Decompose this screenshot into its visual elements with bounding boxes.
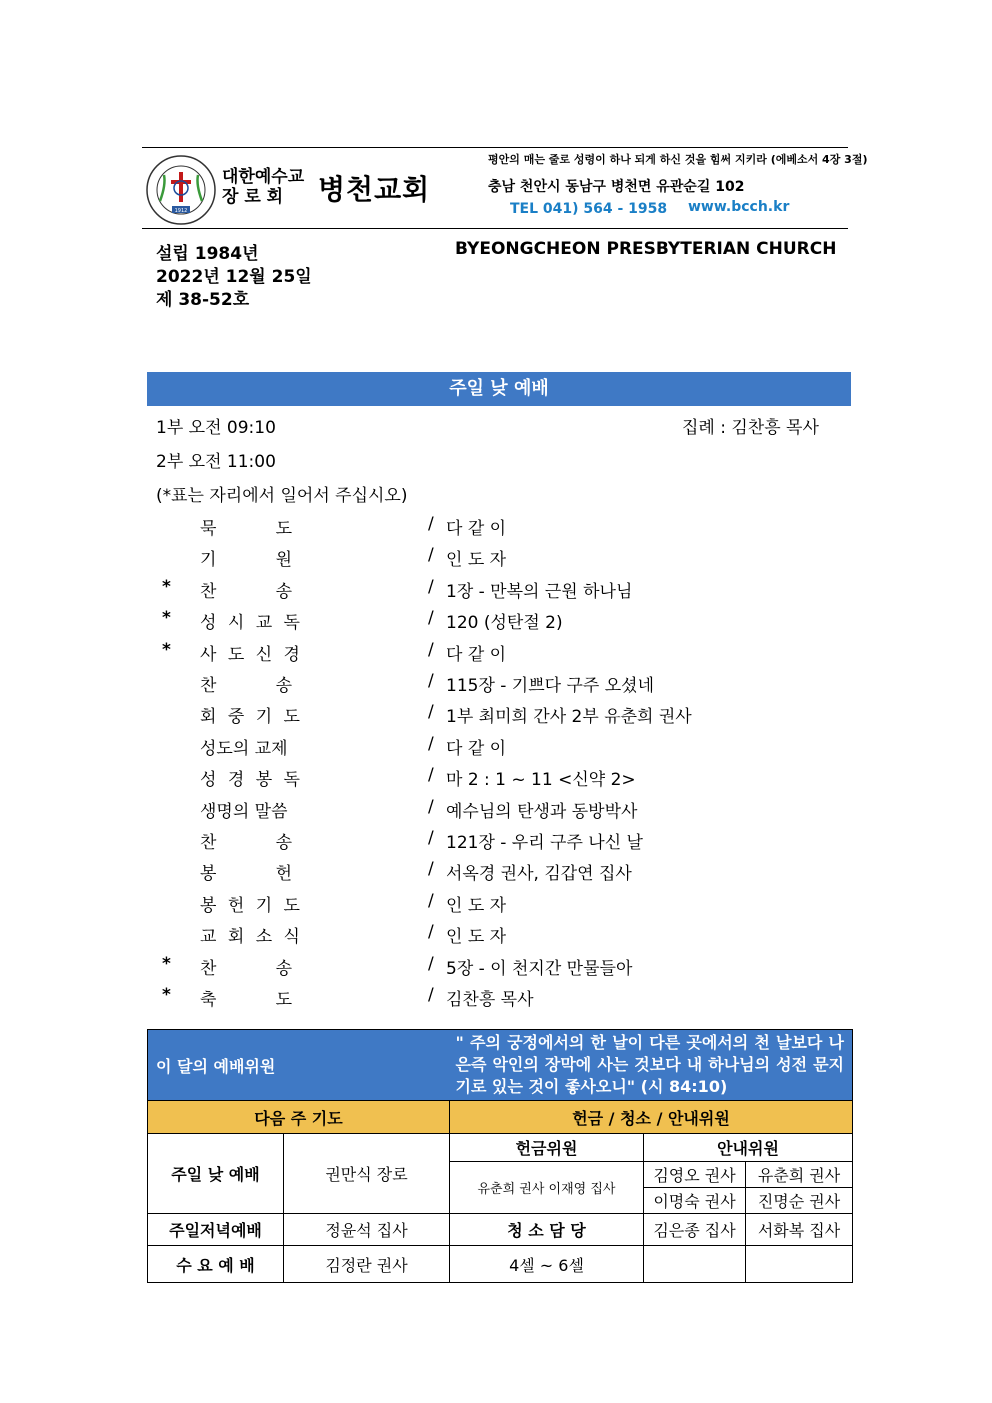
order-item-name [200, 859, 292, 884]
order-item-name [200, 985, 292, 1010]
offering-cleaning-usher-header: 헌금 / 청소 / 안내위원 [450, 1101, 853, 1134]
separator: / [428, 953, 434, 974]
standing-marker: * [162, 985, 171, 1005]
order-item-name-part: 식 [283, 927, 300, 948]
order-item-value: 5장 - 이 천지간 만물들아 [446, 958, 633, 979]
separator: / [428, 796, 434, 817]
church-name: 병천교회 [318, 173, 431, 206]
order-item [156, 797, 856, 821]
order-item-name-part: 찬 [200, 676, 217, 696]
month-committee-title: 이 달의 예배위원 [148, 1030, 450, 1101]
order-item-name-part: 원 [275, 550, 292, 571]
standing-marker: * [162, 608, 171, 629]
first-service-time: 1부 오전 09:10 [156, 418, 276, 438]
order-item-name [200, 765, 300, 790]
order-item [156, 985, 856, 1009]
usher-cell: 유춘희 권사 [746, 1162, 853, 1188]
header-bottom-rule [142, 228, 848, 229]
sunday-day-prayer: 권만식 장로 [284, 1134, 450, 1214]
usher-committee-label: 안내위원 [644, 1134, 853, 1162]
wednesday-label: 수 요 예 배 [148, 1246, 284, 1283]
service-title: 주일 낮 예배 [147, 372, 851, 406]
separator: / [428, 639, 434, 660]
issue-number: 제 38-52호 [156, 290, 250, 310]
order-item [156, 608, 856, 632]
order-item-name-part: 찬 [200, 958, 217, 979]
order-item [156, 702, 856, 726]
order-item [156, 577, 856, 601]
sunday-evening-label: 주일저녁예배 [148, 1214, 284, 1246]
separator: / [428, 985, 434, 1005]
order-item-name-part: 성 [200, 613, 217, 634]
order-item-name [200, 608, 300, 633]
order-item-name [200, 640, 300, 665]
standing-marker: * [162, 576, 171, 597]
order-item-value: 인 도 자 [446, 895, 507, 916]
usher-cell: 김영오 권사 [644, 1162, 746, 1188]
order-item-value: 서옥경 권사, 김갑연 집사 [446, 864, 632, 885]
order-item-name-part: 찬 [200, 833, 217, 853]
sunday-evening-prayer: 정윤석 집사 [284, 1214, 450, 1246]
order-item-name [200, 954, 292, 979]
second-service-time: 2부 오전 11:00 [156, 452, 276, 472]
church-phone: TEL 041) 564 - 1958 [510, 201, 668, 217]
order-item-name [200, 734, 300, 759]
order-item-value: 인 도 자 [446, 550, 507, 571]
month-quote: " 주의 궁정에서의 한 날이 다른 곳에서의 천 날보다 나은즉 악인의 장막에 사는 것보다 내 하나님의 성전 문지기로 있는 것이 좋사오니" (시 84:10) [450, 1030, 853, 1101]
order-item-value: 예수님의 탄생과 동방박사 [446, 801, 638, 822]
order-item-name [200, 702, 300, 727]
order-item-value: 다 같 이 [446, 644, 507, 665]
usher-cell: 김은종 집사 [644, 1214, 746, 1246]
order-item-value: 다 같 이 [446, 738, 507, 759]
order-item-name-part: 도 [227, 644, 245, 665]
order-item-name-part: 봉 [200, 864, 217, 885]
order-item-value: 1부 최미희 간사 2부 유춘희 권사 [446, 707, 692, 728]
usher-cell: 진명순 권사 [746, 1188, 853, 1214]
empty-cell [644, 1246, 746, 1283]
order-item-name [200, 891, 300, 916]
order-item-name-part: 경 [283, 644, 300, 665]
order-item-name-part: 독 [283, 770, 300, 791]
order-item-name-part: 송 [275, 581, 292, 602]
order-item [156, 859, 856, 883]
order-item [156, 765, 856, 789]
order-item-name-part: 사 [200, 644, 217, 665]
order-item [156, 640, 856, 664]
header-top-rule [142, 147, 848, 148]
order-item-name-part: 헌 [275, 864, 292, 885]
order-item [156, 922, 856, 946]
order-item-name-part: 생명의 말씀 [200, 801, 288, 822]
order-item-value: 인 도 자 [446, 927, 507, 948]
order-item [156, 828, 856, 852]
separator: / [428, 576, 434, 597]
separator: / [428, 828, 434, 848]
denomination [222, 167, 304, 207]
service-leader: 집례 : 김찬흥 목사 [682, 418, 819, 438]
order-item-name [200, 545, 292, 570]
order-item-name-part: 도 [283, 707, 300, 728]
order-item-value: 121장 - 우리 구주 나신 날 [446, 833, 643, 853]
order-item-name-part: 도 [283, 895, 300, 916]
separator: / [428, 733, 434, 754]
separator: / [428, 514, 434, 534]
order-item-name-part: 헌 [227, 895, 245, 916]
order-item [156, 954, 856, 978]
order-item-name-part: 송 [275, 676, 292, 696]
separator: / [428, 922, 434, 943]
order-item-name-part: 기 [200, 550, 217, 571]
order-item [156, 891, 856, 915]
order-item-name-part: 송 [275, 958, 292, 979]
order-item-name [200, 922, 300, 947]
wednesday-prayer: 김정란 권사 [284, 1246, 450, 1283]
order-item-name-part: 경 [227, 770, 245, 791]
order-item-name-part: 회 [200, 707, 217, 728]
order-item [156, 514, 856, 538]
order-item-name [200, 828, 292, 853]
order-item [156, 734, 856, 758]
order-item-name [200, 577, 292, 602]
cleaning-label: 청 소 담 당 [450, 1214, 644, 1246]
order-item-name-part: 교 [255, 613, 273, 634]
order-item-name-part: 송 [275, 833, 292, 853]
order-item-name-part: 교 [200, 927, 217, 948]
order-item-value: 120 (성탄절 2) [446, 613, 563, 634]
english-church-name: BYEONGCHEON PRESBYTERIAN CHURCH [455, 239, 837, 259]
separator: / [428, 859, 434, 880]
logo-year-text: 1912 [174, 208, 188, 214]
order-item-name-part: 회 [227, 927, 245, 948]
header-verse: 평안의 매는 줄로 성령이 하나 되게 하신 것을 힘써 지키라 (에베소서 4장 3절) [488, 153, 868, 166]
order-item-value: 다 같 이 [446, 519, 507, 539]
order-item [156, 545, 856, 569]
church-logo [146, 155, 216, 225]
separator: / [428, 545, 434, 566]
separator: / [428, 890, 434, 911]
order-item-name-part: 도 [275, 519, 292, 539]
order-item-value: 115장 - 기쁘다 구주 오셨네 [446, 676, 654, 696]
order-item-name [200, 671, 292, 696]
order-item-name-part: 도 [275, 990, 292, 1010]
worship-roles-table [147, 1029, 853, 1283]
church-website: www.bcch.kr [688, 199, 790, 215]
order-item-name-part: 기 [255, 895, 273, 916]
order-item-value: 1장 - 만복의 근원 하나님 [446, 581, 633, 602]
church-address: 충남 천안시 동남구 병천면 유관순길 102 [488, 179, 745, 195]
separator: / [428, 671, 434, 691]
offering-committee-label: 헌금위원 [450, 1134, 644, 1162]
sunday-day-label: 주일 낮 예배 [148, 1134, 284, 1214]
bulletin-date: 2022년 12월 25일 [156, 267, 312, 287]
separator: / [428, 608, 434, 629]
order-item-name-part: 성 [200, 770, 217, 791]
order-item-value: 김찬흥 목사 [446, 990, 534, 1010]
order-item-name-part: 신 [255, 644, 273, 665]
separator: / [428, 765, 434, 786]
order-item-name-part: 성도의 교제 [200, 738, 288, 759]
standing-note: (*표는 자리에서 일어서 주십시오) [156, 486, 408, 506]
order-item-name-part: 소 [255, 927, 273, 948]
founded-year: 설립 1984년 [156, 244, 259, 264]
standing-marker: * [162, 639, 171, 660]
order-item-name-part: 중 [227, 707, 245, 728]
order-item-name [200, 797, 300, 822]
empty-cell [746, 1246, 853, 1283]
order-item-name-part: 묵 [200, 519, 217, 539]
usher-cell: 서화복 집사 [746, 1214, 853, 1246]
order-item-name-part: 봉 [255, 770, 273, 791]
standing-marker: * [162, 953, 171, 974]
separator: / [428, 702, 434, 723]
order-item-name-part: 축 [200, 990, 217, 1010]
order-item-name-part: 시 [227, 613, 245, 634]
offering-members: 유춘희 권사 이재영 집사 [450, 1162, 644, 1214]
order-item-name-part: 찬 [200, 581, 217, 602]
cleaning-cells: 4셀 ~ 6셀 [450, 1246, 644, 1283]
order-item-name [200, 514, 292, 539]
next-week-prayer-header: 다음 주 기도 [148, 1101, 450, 1134]
usher-cell: 이명숙 권사 [644, 1188, 746, 1214]
denomination-line2: 장 로 회 [222, 187, 284, 207]
order-item-name-part: 독 [283, 613, 300, 634]
denomination-line1: 대한예수교 [222, 167, 305, 187]
order-item-name-part: 봉 [200, 895, 217, 916]
order-item-name-part: 기 [255, 707, 273, 728]
order-item [156, 671, 856, 695]
order-item-value: 마 2 : 1 ~ 11 <신약 2> [446, 770, 636, 791]
